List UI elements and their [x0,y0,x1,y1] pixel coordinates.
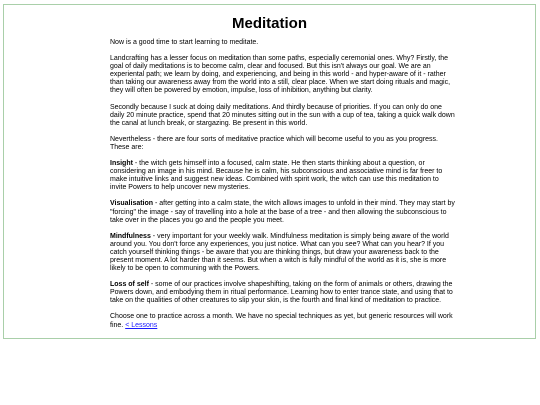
practice-text-insight: - the witch gets himself into a focused, calm state. He then starts thinking about a question, or considering an image in his mind. Because he is calm, his subconscious and associative mind is far freer to make intuitive links and suggest new ideas. Combined with spirit work, the witch can use this meditation to invite Powers to help uncover new mysteries. [110,160,443,192]
practices-intro-paragraph: Nevertheless - there are four sorts of meditative practice which will become useful to you as you progress. These are: [110,135,438,151]
practice-term-insight: Insight [110,160,133,168]
practice-insight [110,160,456,192]
landcrafting-paragraph: Landcrafting has a lesser focus on meditation than some paths, especially ceremonial ones. Why? Firstly, the goal of daily meditations is to become calm, clear and focused. But this isn't always our goal. We are an experiental path; we learn by doing, and experiencing, and being in this world - and hyper-aware of it - rather than taking our awareness away from the world into a still, clear place. When we start doing rituals and magic, they will often be powered by emotion, impulse, loss of inhibition, anything but clarity. [110,55,451,95]
practice-visualisation [110,200,456,224]
article-body [110,39,456,338]
practice-mindfulness [110,233,456,273]
practice-text-mindfulness: - very important for your weekly walk. Mindfulness meditation is simply being aware of the world around you. You don't force any experiences, you just notice. What can you see? What can you hear? If you catch yourself thinking things - be aware that you are thinking things, but draw your awareness back to the present moment. A lot harder than it seems. But when a witch is fully mindful of the world as it is, she is more likely to be open to communing with the Powers. [110,232,449,273]
practice-term-mindfulness: Mindfulness [110,232,151,240]
priorities-paragraph: Secondly because I suck at doing daily meditations. And thirdly because of priorities. If you can only do one daily 20 minute practice, spend that 20 minutes sitting out in the sun with a cup of tea, taking a quick walk down the canal at lunch break, or stargazing. Be present in this world. [110,103,455,127]
lessons-link[interactable]: < Lessons [125,321,158,329]
practice-text-visualisation: - after getting into a calm state, the witch allows images to unfold in their mind. They may start by "forcing" the image - say of travelling into a hole at the base of a tree - and then allowing the subconscious to take over in the places you go and the people you meet. [110,200,455,224]
closing-text: Choose one to practice across a month. We have no special techniques as yet, but generic resources will work fine. [110,313,453,329]
practice-term-visualisation: Visualisation [110,200,154,208]
page-frame [3,4,536,339]
intro-paragraph: Now is a good time to start learning to meditate. [110,39,259,46]
page-title: Meditation [232,15,307,32]
practice-text-loss-of-self: - some of our practices involve shapeshifting, taking on the form of animals or others, drawing the Powers down, and embodying them in ritual performance. Learning how to enter trance state, and using that to take on the qualities of other creatures to slip your skin, is the fourth and final kind of meditation to practice. [110,281,453,305]
practice-loss-of-self [110,281,456,305]
closing-paragraph [110,313,456,329]
practice-term-loss-of-self: Loss of self [110,281,149,289]
